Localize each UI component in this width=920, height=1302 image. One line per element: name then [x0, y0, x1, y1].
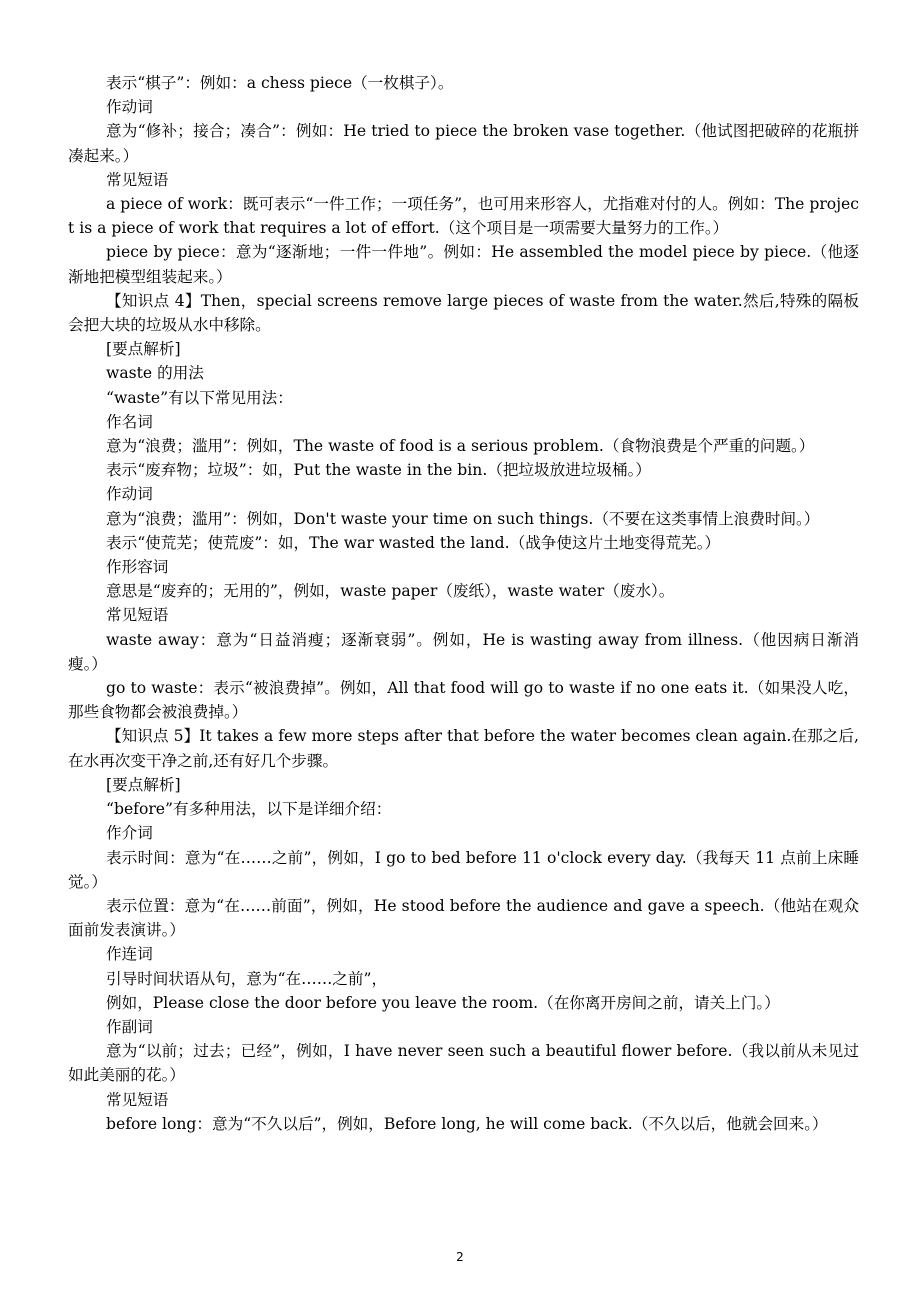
heading-common-phrases: 常见短语 — [106, 170, 169, 189]
heading-noun: 作名词 — [106, 412, 153, 431]
paragraph-waste-verb-2: 表示“使荒芜；使荒废”：如，The war wasted the land.（战争使这片土地变得荒芜。） — [106, 533, 721, 552]
paragraph-before-conjunction: 引导时间状语从句，意为“在……之前”， — [106, 969, 388, 988]
heading-verb: 作动词 — [106, 98, 153, 117]
page-number: 2 — [456, 1250, 464, 1264]
paragraph-before-position: 表示位置：意为“在……前面”，例如，He stood before the audience and gave a speech.（他站在观众面前发表演讲。） — [68, 896, 859, 940]
paragraph-waste-verb-1: 意为“浪费；滥用”：例如，Don't waste your time on such things.（不要在这类事情上浪费时间。） — [106, 509, 820, 528]
heading-preposition: 作介词 — [106, 824, 153, 843]
knowledge-point-4: 【知识点 4】Then，special screens remove large pieces of waste from the water.然后,特殊的隔板会把大块的垃圾从水中移除。 — [68, 291, 859, 335]
paragraph-chess-piece-meaning: 表示“棋子”：例如：a chess piece（一枚棋子）。 — [106, 74, 454, 92]
paragraph-waste-away: waste away：意为“日益消瘦；逐渐衰弱”。例如，He is wasting away from illness.（他因病日渐消瘦。） — [68, 630, 859, 673]
heading-adverb: 作副词 — [106, 1017, 153, 1036]
paragraph-waste-noun-1: 意为“浪费；滥用”：例如，The waste of food is a serious problem.（食物浪费是个严重的问题。） — [106, 437, 815, 456]
heading-common-phrases: 常见短语 — [106, 606, 169, 625]
paragraph-waste-intro: “waste”有以下常见用法： — [106, 388, 293, 407]
heading-key-analysis: [要点解析] — [106, 775, 181, 794]
paragraph-go-to-waste: go to waste：表示“被浪费掉”。例如，All that food will go to waste if no one eats it.（如果没人吃，那些食物都会被浪费掉。） — [68, 679, 859, 722]
heading-verb: 作动词 — [106, 485, 153, 504]
heading-waste-usage: waste 的用法 — [106, 364, 204, 383]
heading-key-analysis: [要点解析] — [106, 340, 181, 359]
heading-common-phrases: 常见短语 — [106, 1090, 169, 1109]
paragraph-piece-verb: 意为“修补；接合；凑合”：例如：He tried to piece the broken vase together.（他试图把破碎的花瓶拼凑起来。） — [68, 122, 859, 165]
paragraph-before-intro: “before”有多种用法，以下是详细介绍： — [106, 800, 392, 819]
document-page — [68, 71, 859, 1136]
paragraph-before-long: before long：意为“不久以后”，例如，Before long, he will come back.（不久以后，他就会回来。） — [106, 1114, 828, 1133]
paragraph-piece-by-piece: piece by piece：意为“逐渐地；一件一件地”。例如：He assembled the model piece by piece.（他逐渐地把模型组装起来。） — [68, 243, 859, 286]
paragraph-piece-of-work: a piece of work：既可表示“一件工作；一项任务”，也可用来形容人，尤指难对付的人。例如：The project is a piece of work that requires a lot of effort.（这个项目是一项需要大量努力的工作。） — [68, 195, 859, 238]
paragraph-before-adverb: 意为“以前；过去；已经”，例如，I have never seen such a beautiful flower before.（我以前从未见过如此美丽的花。） — [68, 1042, 859, 1085]
paragraph-before-conjunction-example: 例如，Please close the door before you leave the room.（在你离开房间之前，请关上门。） — [106, 993, 780, 1012]
heading-conjunction: 作连词 — [106, 945, 153, 964]
paragraph-before-time: 表示时间：意为“在……之前”，例如，I go to bed before 11 o'clock every day.（我每天 11 点前上床睡觉。） — [68, 848, 859, 891]
heading-adjective: 作形容词 — [106, 558, 169, 577]
paragraph-waste-adjective: 意思是“废弃的；无用的”，例如，waste paper（废纸），waste water（废水）。 — [106, 582, 675, 601]
knowledge-point-5: 【知识点 5】It takes a few more steps after that before the water becomes clean again.在那之后,在水再次变干净之前,还有好几个步骤。 — [68, 727, 859, 770]
paragraph-waste-noun-2: 表示“废弃物；垃圾”：如，Put the waste in the bin.（把垃圾放进垃圾桶。） — [106, 461, 652, 480]
